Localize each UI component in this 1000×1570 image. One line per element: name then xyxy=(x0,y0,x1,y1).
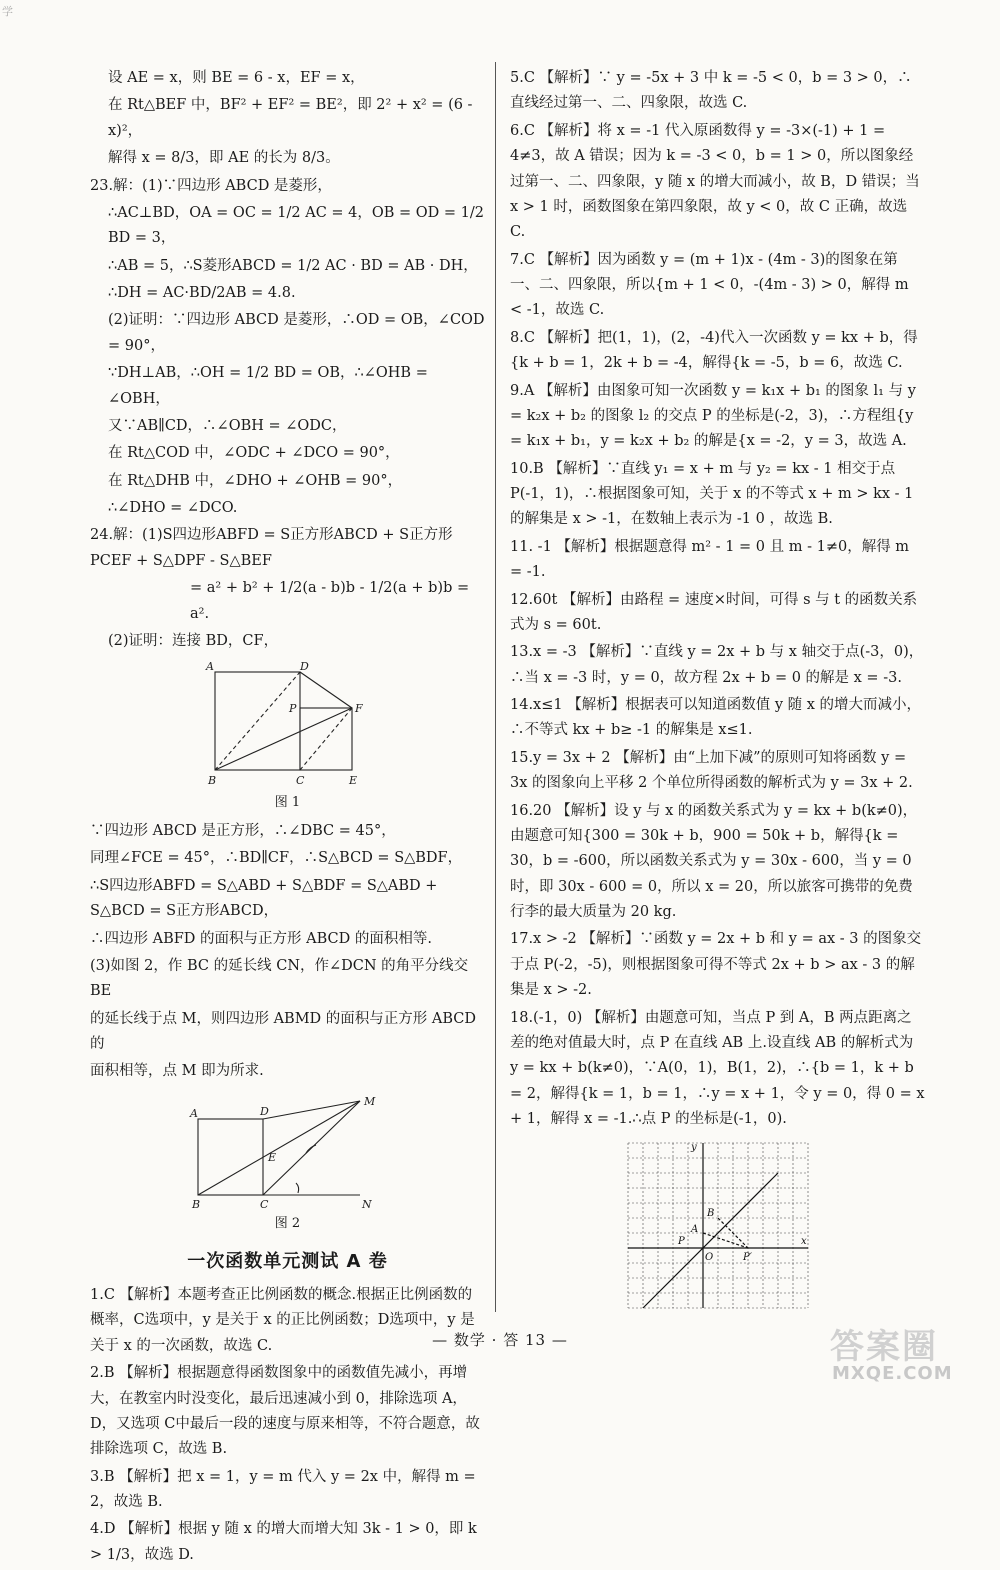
figure-1 xyxy=(90,660,485,790)
q22-line: 解得 x = 8/3，即 AE 的长为 8/3。 xyxy=(108,150,340,167)
fig1-label-d: D xyxy=(300,660,309,674)
answer-item: 11. -1 【解析】根据题意得 m² - 1 = 0 且 m - 1≠0，解得 m = -1. xyxy=(510,538,910,581)
coordinate-graph-diagram xyxy=(623,1138,813,1318)
watermark-cn: 答案圈 xyxy=(830,1327,938,1367)
line-cm xyxy=(263,1101,360,1195)
q22-block xyxy=(90,66,485,172)
square-pcef xyxy=(300,708,352,770)
q23-line: 又∵AB∥CD，∴∠OBH = ∠ODC， xyxy=(108,417,347,434)
answer-item: 12.60t 【解析】由路程 = 速度×时间，可得 s 与 t 的函数关系式为 s = 60t. xyxy=(510,591,918,633)
fig2-label-e: E xyxy=(267,1150,276,1164)
q24b-block xyxy=(90,819,485,1085)
fig2-label-c: C xyxy=(259,1197,268,1211)
fig2-label-m: M xyxy=(363,1094,375,1108)
figure-1-diagram xyxy=(200,660,375,790)
q24b-line: 的延长线于点 M，则四边形 ABMD 的面积与正方形 ABCD 的 xyxy=(90,1010,476,1052)
line-df xyxy=(300,672,352,708)
q23-line: 在 Rt△DHB 中，∠DHO + ∠OHB = 90°， xyxy=(108,472,403,489)
answer-item: 15.y = 3x + 2 【解析】由“上加下减”的原则可知将函数 y = 3x 的图象向上平移 2 个单位所得函数的解析式为 y = 3x + 2. xyxy=(510,749,913,792)
right-column xyxy=(510,66,925,1320)
figure-2-caption: 图 2 xyxy=(274,1215,301,1231)
fig2-label-a: A xyxy=(189,1106,198,1120)
fig2-label-d: D xyxy=(259,1104,269,1118)
fig1-label-f: F xyxy=(355,702,363,716)
answer-item: 16.20 【解析】设 y 与 x 的函数关系式为 y = kx + b(k≠0)，由题意可知{300 = 30k + b，900 = 50k + b，解得{k = 30，b = -600，所以函数关系式为 y = 30x - 600，当 y = 0 时，即 30x - 600 = 0，所以 x = 20，所以旅客可携带的免费行李的最大质量为 20 kg. xyxy=(510,802,918,920)
figure-1-caption: 图 1 xyxy=(274,795,301,811)
answer-item: 8.C 【解析】把(1，1)，(2，-4)代入一次函数 y = kx + b，得{k + b = 1，2k + b = -4，解得{k = -5，b = 6，故选 C. xyxy=(510,329,918,372)
q23-line: ∴∠DHO = ∠DCO. xyxy=(108,500,238,516)
answer-item: 17.x > -2 【解析】∵函数 y = 2x + b 和 y = ax - 3 的图象交于点 P(-2，-5)，则根据图象可得不等式 2x + b > ax - 3 的解集是 x > -2. xyxy=(510,931,922,999)
q23-block xyxy=(90,174,485,522)
q24-line: = a² + b² + 1/2(a - b)b - 1/2(a + b)b = a². xyxy=(190,580,470,622)
coordinate-graph xyxy=(510,1138,925,1318)
answer-item: 13.x = -3 【解析】∵直线 y = 2x + b 与 x 轴交于点(-3，0)，∴当 x = -3 时，y = 0，故方程 2x + b = 0 的解是 x = -3. xyxy=(510,644,924,686)
answer-item: 6.C 【解析】将 x = -1 代入原函数得 y = -3×(-1) + 1 = 4≠3，故 A 错误；因为 k = -3 < 0，b = 1 > 0，所以图象经过第一、二、四象限，y 随 x 的增大而减小，故 B，D 错误；当 x > 1 时，函数图象在第四象限，故 y < 0，故 C 正确，故选 C. xyxy=(510,122,920,241)
answer-item: 3.B 【解析】把 x = 1，y = m 代入 y = 2x 中，解得 m = 2，故选 B. xyxy=(90,1468,476,1510)
fig1-label-e: E xyxy=(349,774,358,788)
answer-item: 9.A 【解析】由图象可知一次函数 y = k₁x + b₁ 的图象 l₁ 与 y = k₂x + b₂ 的图象 l₂ 的交点 P 的坐标是(-2，3)，∴方程组{y = k₁x + b₁，y = k₂x + b₂ 的解是{x = -2，y = 3，故选 A. xyxy=(510,382,916,450)
q24b-line: ∴S四边形ABFD = S△ABD + S△BDF = S△ABD + S△BCD = S正方形ABCD， xyxy=(90,877,438,920)
dashed-cf xyxy=(300,708,352,770)
column-divider xyxy=(495,62,496,1312)
graph-label-p-prime: P′ xyxy=(742,1252,752,1264)
corner-mark: 学 xyxy=(2,5,13,18)
figure-2-diagram xyxy=(188,1091,388,1211)
section-title: 一次函数单元测试 A 卷 xyxy=(187,1250,388,1272)
fig1-label-b: B xyxy=(208,774,217,788)
q22-line: 在 Rt△BEF 中，BF² + EF² = BE²，即 2² + x² = (6 - x)²， xyxy=(108,97,473,139)
answer-item: 14.x≤1 【解析】根据表可以知道函数值 y 随 x 的增大而减小，∴不等式 kx + b≥ -1 的解集是 x≤1. xyxy=(510,697,922,739)
fig1-label-a: A xyxy=(206,660,214,674)
q24b-line: 同理∠FCE = 45°，∴BD∥CF，∴S△BCD = S△BDF， xyxy=(90,850,463,867)
watermark xyxy=(812,1318,982,1384)
answers-1-4 xyxy=(90,1283,485,1568)
answer-item: 10.B 【解析】∵直线 y₁ = x + m 与 y₂ = kx - 1 相交于点 P(-1，1)，∴根据图象可知，关于 x 的不等式 x + m > kx - 1 的解集是 x > -1，在数轴上表示为 -1 0 ，故选 B. xyxy=(510,460,914,528)
graph-label-a: A xyxy=(690,1224,698,1236)
q24b-line: ∴四边形 ABFD 的面积与正方形 ABCD 的面积相等. xyxy=(90,930,432,947)
q24-block xyxy=(90,523,485,654)
graph-label-p: P xyxy=(677,1236,685,1248)
watermark-en: MXQE.COM xyxy=(832,1363,953,1384)
q24b-line: 面积相等，点 M 即为所求. xyxy=(90,1063,264,1080)
line-bm xyxy=(198,1101,360,1195)
graph-label-y: y xyxy=(690,1142,697,1154)
q24-line: 24.解：(1)S四边形ABFD = S正方形ABCD + S正方形PCEF + S△DPF - S△BEF xyxy=(90,527,453,569)
graph-label-b: B xyxy=(706,1208,714,1220)
fig1-label-p: P xyxy=(289,702,297,716)
q23-line: 在 Rt△COD 中，∠ODC + ∠DCO = 90°， xyxy=(108,445,400,462)
answer-item: 7.C 【解析】因为函数 y = (m + 1)x - (4m - 3)的图象在第一、二、四象限，所以{m + 1 < 0，-(4m - 3) > 0，解得 m < -1，故选 C. xyxy=(510,251,909,319)
square-abcd-2 xyxy=(198,1119,263,1195)
graph-label-o: O xyxy=(704,1252,713,1264)
arc-mark-2 xyxy=(296,1183,299,1193)
line-bf xyxy=(215,708,352,770)
answer-item: 1.C 【解析】本题考查正比例函数的概念.根据正比例函数的概率，C选项中，y 是关于 x 的正比例函数；D选项中，y 是关于 x 的一次函数，故选 C. xyxy=(90,1287,475,1354)
answer-item: 4.D 【解析】根据 y 随 x 的增大而增大知 3k - 1 > 0，即 k > 1/3，故选 D. xyxy=(90,1521,477,1563)
q24-line: (2)证明：连接 BD，CF， xyxy=(108,632,279,649)
q23-line: ∴DH = AC·BD/2AB = 4.8. xyxy=(108,285,296,301)
fig1-label-c: C xyxy=(296,774,305,788)
q23-line: (2)证明：∵四边形 ABCD 是菱形，∴OD = OB，∠COD = 90°， xyxy=(108,312,485,354)
answer-item: 2.B 【解析】根据题意得函数图象中的函数值先减小，再增大，在教室内时没变化，最后迅速减小到 0，排除选项 A，D，又选项 C中最后一段的速度与原来相等，不符合题意，故排除选项 C，故选 B. xyxy=(90,1365,480,1458)
answer-item: 5.C 【解析】∵ y = -5x + 3 中 k = -5 < 0，b = 3 > 0，∴直线经过第一、二、四象限，故选 C. xyxy=(510,70,912,112)
dashed-bd xyxy=(215,672,300,770)
q23-line: ∴AB = 5，∴S菱形ABCD = 1/2 AC · BD = AB · DH， xyxy=(108,257,478,274)
q24b-line: (3)如图 2，作 BC 的延长线 CN，作∠DCN 的角平分线交 BE xyxy=(90,957,469,1000)
page-footer: — 数学 · 答 13 — xyxy=(432,1331,568,1349)
fig2-label-n: N xyxy=(361,1197,372,1211)
q24b-line: ∵四边形 ABCD 是正方形，∴∠DBC = 45°， xyxy=(90,823,396,839)
figure-2 xyxy=(90,1091,485,1211)
q23-line: ∵DH⊥AB，∴OH = 1/2 BD = OB，∴∠OHB = ∠OBH， xyxy=(108,365,428,407)
q23-line: ∴AC⊥BD，OA = OC = 1/2 AC = 4，OB = OD = 1/2 BD = 3， xyxy=(108,204,485,247)
line-y-x-plus-1 xyxy=(643,1173,778,1308)
fig2-label-b: B xyxy=(191,1197,200,1211)
graph-label-x: x xyxy=(800,1236,807,1248)
answer-item: 18.(-1，0) 【解析】由题意可知，当点 P 到 A，B 两点距离之差的绝对值最大时，点 P 在直线 AB 上.设直线 AB 的解析式为 y = kx + b(k≠0)，∵A(0，1)，B(1，2)，∴{b = 1，k + b = 2，解得{k = 1，b = 1，∴y = x + 1，令 y = 0，得 0 = x + 1，解得 x = -1.∴点 P 的坐标是(-1，0). xyxy=(510,1009,925,1127)
q22-line: 设 AE = x，则 BE = 6 - x，EF = x， xyxy=(108,70,365,86)
q23-line: 23.解：(1)∵四边形 ABCD 是菱形， xyxy=(90,177,332,194)
